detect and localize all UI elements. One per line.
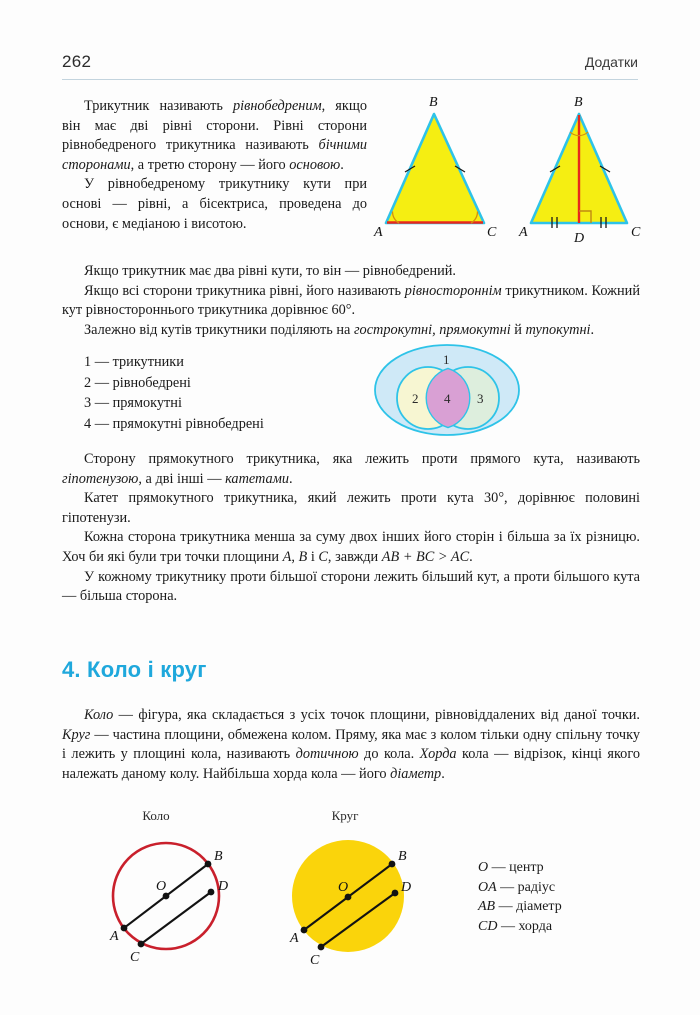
term-equilateral: рівностороннім (404, 282, 502, 299)
point-label-b-circle: B (214, 849, 223, 864)
text-run: й (510, 321, 526, 338)
legend-symbol: OA (478, 879, 497, 895)
vertex-label-b-right: B (574, 95, 583, 110)
vertex-label-b-left: B (429, 95, 438, 110)
vertex-label-a-left: A (374, 225, 383, 240)
point-label-d-disk: D (401, 880, 412, 895)
term-circle: Коло (84, 707, 114, 723)
section-heading-circle: 4. Коло і круг (62, 657, 207, 682)
term-obtuse: тупокутні (525, 321, 591, 338)
caption-disk: Круг (331, 808, 359, 823)
point-marker-a-circle (121, 925, 128, 932)
point-marker-d-disk (392, 890, 399, 897)
caption-circle: Коло (142, 808, 170, 823)
paragraph-circle-definitions (62, 706, 640, 784)
point-marker-c-circle (138, 941, 145, 948)
header-divider (62, 79, 638, 80)
point-marker-d-circle (208, 889, 215, 896)
paragraph-base-angles: У рівнобедреному трикутнику кути при основі — рівні, а бісектриса, проведена до основи, є медіаною і висотою. (62, 176, 367, 232)
text-run: Сторону прямокутного трикутника, яка лежить проти прямого кута, називають (84, 451, 640, 467)
paragraph-30-degree-leg: Катет прямокутного трикутника, який лежить проти кута 30°, дорівнює половині гіпотенузи. (62, 490, 640, 526)
text-run: , а третю сторону — його (130, 156, 290, 173)
triangle-left-group (373, 95, 497, 240)
text-run: до кола. (358, 746, 420, 763)
point-a: A (282, 548, 292, 565)
text-run: Залежно від кутів трикутники поділяють на (84, 321, 354, 338)
text-run: Кожна сторона трикутника менша за суму двох інших його сторін і більша за їх різницю. Хоч би які були три точки площини (62, 529, 640, 565)
vertex-label-c-left: C (487, 225, 497, 240)
text-run: . (590, 321, 595, 338)
venn-label-2: 2 (412, 391, 419, 406)
point-marker-a-disk (301, 927, 308, 934)
term-base: основою (289, 156, 341, 173)
circles-svg (108, 806, 468, 981)
point-label-a-disk: A (290, 931, 299, 946)
legend-dash: — (500, 918, 515, 934)
term-legs: катетами (225, 470, 289, 487)
point-marker-b-circle (205, 861, 212, 868)
circle-outline-group (109, 808, 228, 965)
term-acute-right: гострокутні, прямокутні (353, 321, 511, 338)
venn-key-list (62, 352, 362, 434)
text-run: . (288, 470, 293, 487)
legend-symbol: AB (478, 899, 496, 914)
paragraph-larger-side-larger-angle: У кожному трикутнику проти більшої сторони лежить більший кут, а проти більшого кута — більша сторона. (62, 568, 640, 605)
triangles-svg (372, 92, 642, 244)
point-label-o-circle: O (156, 879, 167, 894)
legend-term: діаметр (516, 899, 562, 914)
triangle-properties-text (62, 262, 640, 340)
list-item: 2 — рівнобедрені (84, 374, 191, 391)
text-run: . (340, 156, 344, 173)
term-isosceles: рівнобедреним (233, 98, 322, 114)
point-marker-b-disk (389, 861, 396, 868)
point-label-a-circle: A (110, 929, 119, 944)
text-run: , якщо він має дві рівні сторони. Рівні сторони рівнобедреного трикутника називають (62, 98, 367, 154)
point-label-c-circle: C (130, 950, 140, 965)
figure-euler-diagram (372, 343, 522, 442)
term-lateral-sides: бічними сторонами (62, 137, 367, 173)
text-run: . (441, 765, 445, 782)
text-run: , а дві інші — (138, 470, 226, 487)
legend-term: радіус (517, 879, 556, 895)
legend-dash: — (498, 899, 513, 914)
list-item: 3 — прямокутні (84, 395, 182, 411)
intro-text-column (62, 97, 367, 234)
vertex-label-a-right: A (519, 225, 528, 240)
text-run: і (307, 548, 319, 565)
vertex-label-c-right: C (631, 225, 641, 240)
point-label-c-disk: C (310, 953, 320, 968)
legend-row (478, 897, 562, 917)
text-run: кола — відрізок, кінці якого належать даному колу. Найбільша хорда кола — його (62, 746, 640, 782)
text-run: , (291, 548, 299, 565)
text-run: трикутником. Кожний кут рівностороннього трикутника дорівнює 60°. (62, 282, 640, 319)
legend-dash: — (500, 879, 515, 895)
legend-dash: — (491, 860, 506, 875)
venn-label-3: 3 (477, 391, 484, 406)
formula-triangle-inequality: AB + BC > AC (381, 548, 470, 565)
circle-legend (478, 858, 562, 936)
list-item: 1 — трикутники (84, 354, 184, 370)
text-run: , завжди (327, 548, 382, 565)
figure-isosceles-triangles (372, 92, 642, 249)
legend-row (478, 858, 562, 878)
venn-label-1: 1 (443, 352, 450, 367)
circle-definitions-text (62, 706, 640, 784)
term-chord: Хорда (419, 746, 457, 763)
page-number: 262 (62, 52, 92, 71)
point-label-d-circle: D (218, 879, 229, 894)
text-run: — частина площини, обмежена колом. Пряму, яка має з колом тільки одну спільну точку і лежить у площині кола, називають (62, 726, 640, 763)
point-label-o-disk: O (338, 880, 349, 895)
right-triangle-and-inequality-text (62, 450, 640, 607)
running-head-title: Додатки (584, 54, 638, 70)
term-tangent: дотичною (295, 746, 359, 763)
paragraph-triangle-inequality (62, 528, 640, 567)
list-item: 4 — прямокутні рівнобедрені (84, 415, 264, 432)
running-head (62, 52, 638, 82)
disk-filled-group (289, 808, 411, 968)
text-run: — фігура, яка складається з усіх точок площини, рівновіддалених від даної точки. (113, 707, 640, 723)
legend-symbol: CD (478, 918, 498, 934)
text-run: . (469, 548, 473, 565)
legend-term: хорда (518, 918, 553, 934)
point-b: B (298, 548, 308, 565)
term-hypotenuse: гіпотенузою (62, 470, 139, 487)
point-marker-c-disk (318, 944, 325, 951)
point-label-b-disk: B (398, 849, 407, 864)
point-c: C (318, 548, 328, 565)
legend-symbol: O (478, 860, 489, 875)
text-run: Якщо всі сторони трикутника рівні, його називають (84, 282, 405, 299)
figure-circle-and-disk (108, 806, 468, 986)
paragraph-two-equal-angles: Якщо трикутник має два рівні кути, то він — рівнобедрений. (84, 263, 456, 279)
legend-row (478, 917, 562, 937)
legend-term: центр (509, 860, 544, 875)
venn-svg (372, 343, 522, 437)
term-diameter: діаметр (390, 765, 442, 782)
paragraph-hypotenuse (62, 450, 640, 489)
venn-label-4: 4 (444, 391, 451, 406)
text-run: Трикутник називають (84, 98, 233, 114)
vertex-label-d-right: D (574, 231, 585, 244)
paragraph-equilateral (62, 282, 640, 321)
triangle-left-shape (386, 114, 484, 223)
paragraph-angle-classification (62, 321, 640, 341)
paragraph-isosceles-definition (62, 97, 367, 175)
legend-row (478, 878, 562, 898)
term-disk: Круг (62, 726, 91, 743)
triangle-right-group (518, 95, 641, 244)
